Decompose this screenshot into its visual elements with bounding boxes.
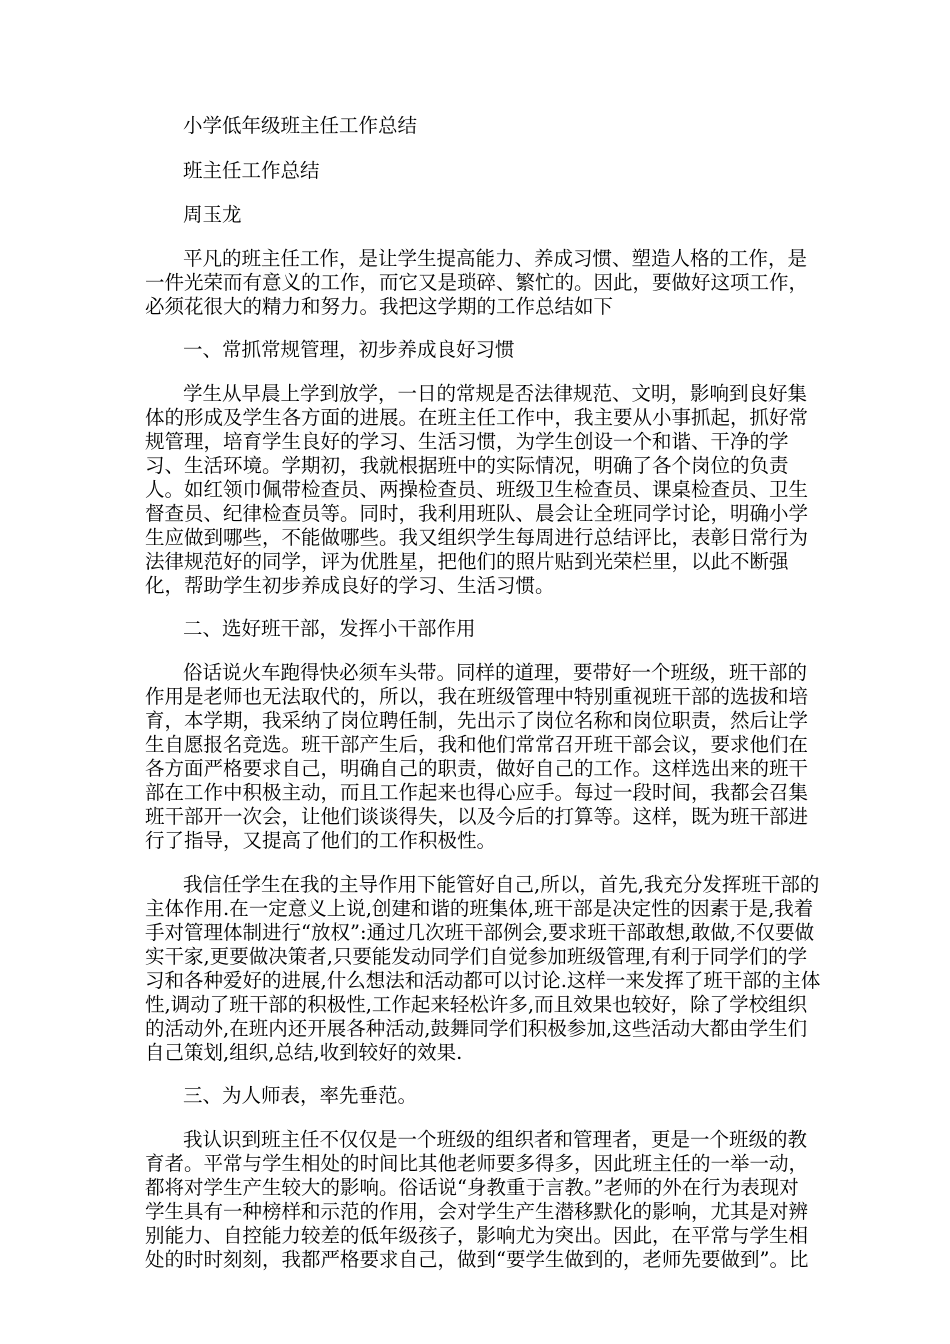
paragraph-line: 学生具有一种榜样和示范的作用，会对学生产生潜移默化的影响，尤其是对辨 bbox=[145, 1200, 809, 1223]
paragraph-line: 育，本学期，我采纳了岗位聘任制，先出示了岗位名称和岗位职责，然后让学 bbox=[145, 709, 809, 732]
paragraph-line: 学生从早晨上学到放学，一日的常规是否法律规范、文明，影响到良好集 bbox=[183, 382, 808, 405]
paragraph-line: 处的时时刻刻，我都严格要求自己，做到“要学生做到的，老师先要做到”。比 bbox=[145, 1248, 809, 1271]
paragraph-line: 法律规范好的同学，评为优胜星，把他们的照片贴到光荣栏里，以此不断强 bbox=[145, 550, 789, 573]
paragraph-line: 主体作用.在一定意义上说,创建和谐的班集体,班干部是决定性的因素于是,我着 bbox=[145, 897, 814, 920]
paragraph-line: 各方面严格要求自己，明确自己的职责，做好自己的工作。这样选出来的班干 bbox=[145, 757, 809, 780]
paragraph-line: 我信任学生在我的主导作用下能管好自己,所以，首先,我充分发挥班干部的 bbox=[183, 873, 820, 896]
document-title: 小学低年级班主任工作总结 bbox=[183, 114, 418, 137]
section-heading-1: 一、常抓常规管理，初步养成良好习惯 bbox=[183, 338, 515, 361]
paragraph-line: 部在工作中积极主动，而且工作起来也得心应手。每过一段时间，我都会召集 bbox=[145, 781, 809, 804]
paragraph-line: 必须花很大的精力和努力。我把这学期的工作总结如下 bbox=[145, 295, 614, 318]
paragraph-line: 生应做到哪些，不能做哪些。我又组织学生每周进行总结评比，表彰日常行为 bbox=[145, 526, 809, 549]
paragraph-line: 平凡的班主任工作，是让学生提高能力、养成习惯、塑造人格的工作，是 bbox=[183, 247, 808, 270]
paragraph-line: 俗话说火车跑得快必须车头带。同样的道理，要带好一个班级，班干部的 bbox=[183, 661, 808, 684]
paragraph-line: 都将对学生产生较大的影响。俗话说“身教重于言教。”老师的外在行为表现对 bbox=[145, 1176, 799, 1199]
paragraph-line: 班干部开一次会，让他们谈谈得失，以及今后的打算等。这样，既为班干部进 bbox=[145, 805, 809, 828]
document-author: 周玉龙 bbox=[183, 203, 242, 226]
paragraph-line: 性,调动了班干部的积极性,工作起来轻松许多,而且效果也较好，除了学校组织 bbox=[145, 993, 808, 1016]
paragraph-line: 人。如红领巾佩带检查员、两操检查员、班级卫生检查员、课桌检查员、卫生 bbox=[145, 478, 809, 501]
paragraph-line: 行了指导，又提高了他们的工作积极性。 bbox=[145, 829, 497, 852]
section-heading-3: 三、为人师表，率先垂范。 bbox=[183, 1084, 418, 1107]
paragraph-line: 实干家,更要做决策者,只要能发动同学们自觉参加班级管理,有利于同学们的学 bbox=[145, 945, 808, 968]
paragraph-line: 我认识到班主任不仅仅是一个班级的组织者和管理者，更是一个班级的教 bbox=[183, 1128, 808, 1151]
paragraph-line: 体的形成及学生各方面的进展。在班主任工作中，我主要从小事抓起，抓好常 bbox=[145, 406, 809, 429]
paragraph-line: 作用是老师也无法取代的，所以，我在班级管理中特别重视班干部的选拔和培 bbox=[145, 685, 809, 708]
paragraph-line: 习、生活环境。学期初，我就根据班中的实际情况，明确了各个岗位的负责 bbox=[145, 454, 789, 477]
paragraph-line: 别能力、自控能力较差的低年级孩子，影响尤为突出。因此，在平常与学生相 bbox=[145, 1224, 809, 1247]
paragraph-line: 生自愿报名竞选。班干部产生后，我和他们常常召开班干部会议，要求他们在 bbox=[145, 733, 809, 756]
paragraph-line: 化，帮助学生初步养成良好的学习、生活习惯。 bbox=[145, 574, 555, 597]
paragraph-line: 督查员、纪律检查员等。同时，我利用班队、晨会让全班同学讨论，明确小学 bbox=[145, 502, 809, 525]
document-subtitle: 班主任工作总结 bbox=[183, 159, 320, 182]
paragraph-line: 的活动外,在班内还开展各种活动,鼓舞同学们积极参加,这些活动大都由学生们 bbox=[145, 1017, 808, 1040]
paragraph-line: 一件光荣而有意义的工作，而它又是琐碎、繁忙的。因此，要做好这项工作， bbox=[145, 271, 809, 294]
section-heading-2: 二、选好班干部，发挥小干部作用 bbox=[183, 617, 476, 640]
paragraph-line: 习和各种爱好的进展,什么想法和活动都可以讨论.这样一来发挥了班干部的主体 bbox=[145, 969, 821, 992]
paragraph-line: 育者。平常与学生相处的时间比其他老师要多得多，因此班主任的一举一动， bbox=[145, 1152, 809, 1175]
paragraph-line: 手对管理体制进行“放权”:通过几次班干部例会,要求班干部敢想,敢做,不仅要做 bbox=[145, 921, 815, 944]
paragraph-line: 自己策划,组织,总结,收到较好的效果. bbox=[145, 1041, 463, 1064]
paragraph-line: 规管理，培育学生良好的学习、生活习惯，为学生创设一个和谐、干净的学 bbox=[145, 430, 789, 453]
